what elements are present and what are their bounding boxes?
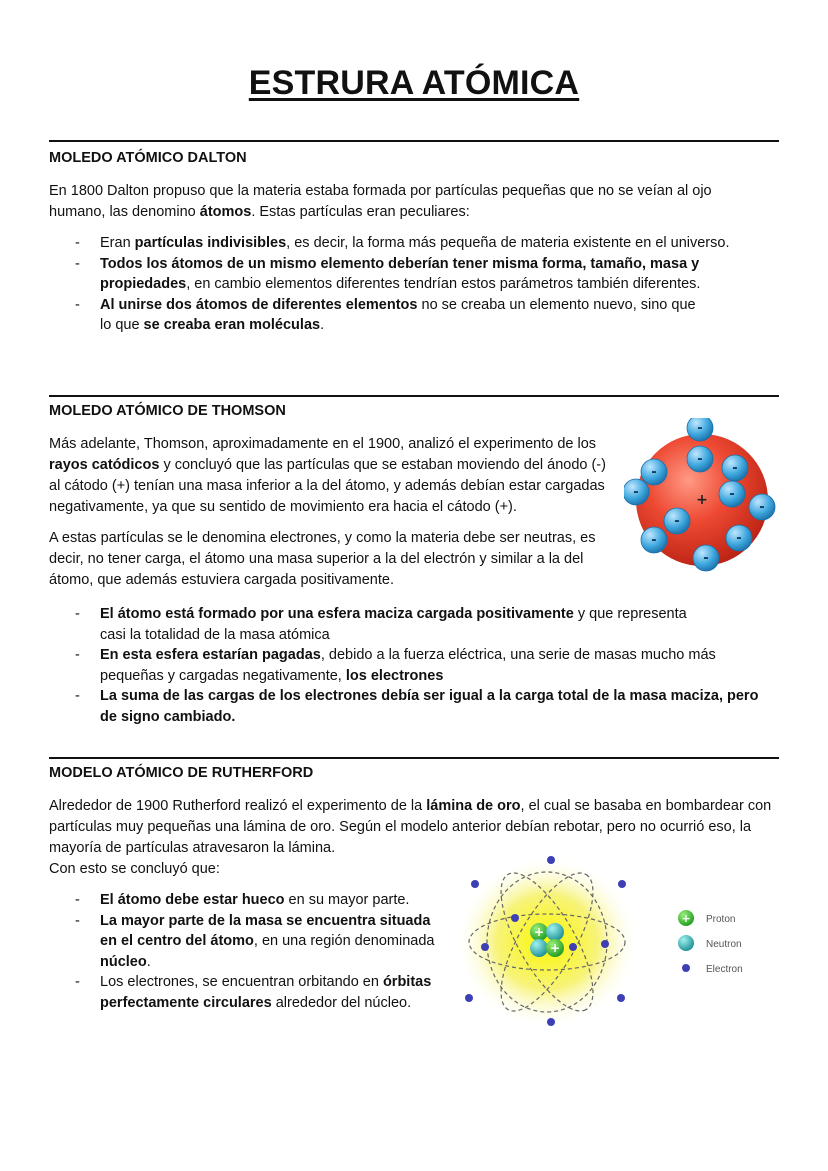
electron xyxy=(471,880,479,888)
bullet-item xyxy=(49,972,444,1013)
legend-neutron-icon xyxy=(678,935,694,951)
bold-text: El átomo debe estar hueco xyxy=(100,892,285,908)
electron-sign: - xyxy=(697,421,703,436)
text-run: Eran xyxy=(100,235,135,251)
text-run: . Estas partículas eran peculiares: xyxy=(251,204,470,220)
bold-text: La mayor parte de la masa se encuentra situada en el centro del átomo xyxy=(100,912,431,949)
electron xyxy=(664,508,690,534)
legend-proton-label: Proton xyxy=(706,914,736,925)
thomson-paragraph-2 xyxy=(49,528,614,591)
text-run: lo que xyxy=(100,317,144,333)
text-run: . xyxy=(146,953,151,970)
center-sign: + xyxy=(696,492,708,508)
electron xyxy=(693,545,719,571)
text-run: en su mayor parte. xyxy=(284,892,410,908)
thomson-heading: MOLEDO ATÓMICO DE THOMSON xyxy=(49,403,286,419)
legend-electron-label: Electron xyxy=(706,964,743,975)
electron xyxy=(547,856,555,864)
proton xyxy=(530,923,548,941)
dash-icon: - xyxy=(75,912,80,929)
electron xyxy=(624,479,649,505)
bold-text: átomos xyxy=(199,204,252,220)
electron-sign: - xyxy=(759,500,765,515)
bold-text: Todos los átomos de un mismo elemento deberían tener misma forma, tamaño, masa y propiedades xyxy=(100,255,700,292)
bold-text: partículas indivisibles xyxy=(134,235,287,251)
dash-icon: - xyxy=(75,606,80,622)
bold-text: rayos catódicos xyxy=(49,457,160,473)
dash-icon: - xyxy=(75,296,80,313)
electron xyxy=(641,527,667,553)
electron-sign: - xyxy=(732,461,738,476)
text-run: Alrededor de 1900 Rutherford realizó el experimento de la xyxy=(49,798,427,814)
text-run: , debido a la fuerza eléctrica, una serie de masas mucho más pequeñas y cargadas negativamente, xyxy=(100,647,716,684)
electron xyxy=(481,943,489,951)
atom-glow xyxy=(455,856,639,1028)
bold-text: lámina de oro xyxy=(426,798,521,814)
electron xyxy=(719,481,745,507)
thomson-bullet-list xyxy=(49,604,779,727)
text-run: En 1800 Dalton propuso que la materia estaba formada por partículas pequeñas que no se veían al ojo humano, las denomino xyxy=(49,183,712,220)
dash-icon: - xyxy=(75,235,80,251)
bullet-item xyxy=(49,233,779,254)
electron-sign: - xyxy=(697,452,703,467)
electron-sign: - xyxy=(674,514,680,529)
rutherford-bullet-list xyxy=(49,890,444,1013)
electron xyxy=(511,914,519,922)
electron xyxy=(618,880,626,888)
dash-icon: - xyxy=(75,974,80,990)
neutron xyxy=(546,923,564,941)
dash-icon: - xyxy=(75,255,80,272)
legend xyxy=(678,910,743,975)
electron xyxy=(465,994,473,1002)
legend-electron-icon xyxy=(682,964,690,972)
dalton-heading: MOLEDO ATÓMICO DALTON xyxy=(49,150,247,166)
svg-text:+: + xyxy=(549,941,561,955)
electron-sign: - xyxy=(651,465,657,480)
bullet-item xyxy=(49,254,779,295)
text-run: Con esto se concluyó que: xyxy=(49,861,220,877)
bullet-item xyxy=(49,911,444,973)
bullet-item xyxy=(49,890,444,911)
text-run: alrededor del núcleo. xyxy=(271,994,412,1011)
legend-proton-sign: + xyxy=(681,912,691,925)
electron xyxy=(569,943,577,951)
section-divider xyxy=(49,140,779,142)
text-run: casi la totalidad de la masa atómica xyxy=(100,626,330,643)
bold-text: En esta esfera estarían pagadas xyxy=(100,647,321,663)
electron-sign: - xyxy=(651,533,657,548)
dalton-intro xyxy=(49,181,769,223)
text-run: y que representa xyxy=(573,606,687,622)
section-divider xyxy=(49,757,779,759)
bold-text: El átomo está formado por una esfera maciza cargada positivamente xyxy=(100,606,574,622)
electron-sign: - xyxy=(703,551,709,566)
electron xyxy=(601,940,609,948)
bold-text: núcleo xyxy=(100,953,147,970)
bullet-item xyxy=(49,604,779,645)
bold-text: órbitas perfectamente circulares xyxy=(100,974,432,1011)
bold-text: La suma de las cargas de los electrones debía ser igual a la carga total de la masa maciza, pero de signo cambiado. xyxy=(100,688,759,725)
electron xyxy=(722,455,748,481)
dalton-bullet-list xyxy=(49,233,779,336)
section-divider xyxy=(49,395,779,397)
electron xyxy=(617,994,625,1002)
neutron xyxy=(530,939,548,957)
rutherford-heading: MODELO ATÓMICO DE RUTHERFORD xyxy=(49,765,314,781)
electron xyxy=(547,1018,555,1026)
thomson-atom-diagram xyxy=(624,418,776,574)
text-run: Los electrones, se encuentran orbitando en xyxy=(100,974,383,990)
text-run: , el cual se basaba en bombardear con partículas muy pequeñas una lámina de oro. Según el modelo anterior debían rebotar, pero no ocurrió eso, la mayoría de partículas atravesaron la lámina. xyxy=(49,798,772,856)
text-run: y concluyó que las partículas que se estaban moviendo del ánodo (-) al cátodo (+) tenían una masa inferior a la del átomo, y además debían estar cargadas negativamente, ya que su sentido de movimiento era hacia el cátodo (+). xyxy=(49,457,606,515)
svg-text:+: + xyxy=(533,925,545,939)
text-run: no se creaba un elemento nuevo, sino que xyxy=(417,296,696,313)
electron-sign: - xyxy=(736,531,742,546)
bullet-item xyxy=(49,645,779,686)
electron-sign: - xyxy=(729,487,735,502)
text-run: , en una región denominada xyxy=(253,933,435,949)
electron xyxy=(749,494,775,520)
bullet-item xyxy=(49,686,779,727)
bold-text: se creaba eran moléculas xyxy=(143,317,321,333)
thomson-paragraph-1 xyxy=(49,434,614,518)
bold-text: los electrones xyxy=(345,667,444,684)
text-run: A estas partículas se le denomina electrones, y como la materia debe ser neutras, es decir, no tener carga, el átomo una masa superior a la del electrón y similar a la del átomo, que además estuviera cargada positivamente. xyxy=(49,530,596,588)
electron xyxy=(641,459,667,485)
dash-icon: - xyxy=(75,892,80,908)
electron xyxy=(687,418,713,441)
electron xyxy=(687,446,713,472)
text-run: Más adelante, Thomson, aproximadamente en el 1900, analizó el experimento de los xyxy=(49,436,597,452)
legend-neutron-label: Neutron xyxy=(706,939,742,950)
electron-sign: - xyxy=(633,485,639,500)
page-title: ESTRURA ATÓMICA xyxy=(248,64,580,102)
dash-icon: - xyxy=(75,688,80,704)
bold-text: Al unirse dos átomos de diferentes elementos xyxy=(100,296,418,313)
rutherford-atom-diagram xyxy=(455,852,775,1032)
electron xyxy=(726,525,752,551)
text-run: , es decir, la forma más pequeña de materia existente en el universo. xyxy=(286,235,730,251)
text-run: . xyxy=(320,317,325,333)
text-run: , en cambio elementos diferentes tendrían estos parámetros también diferentes. xyxy=(186,276,701,292)
dash-icon: - xyxy=(75,647,80,663)
bullet-item xyxy=(49,295,779,336)
proton xyxy=(546,939,564,957)
